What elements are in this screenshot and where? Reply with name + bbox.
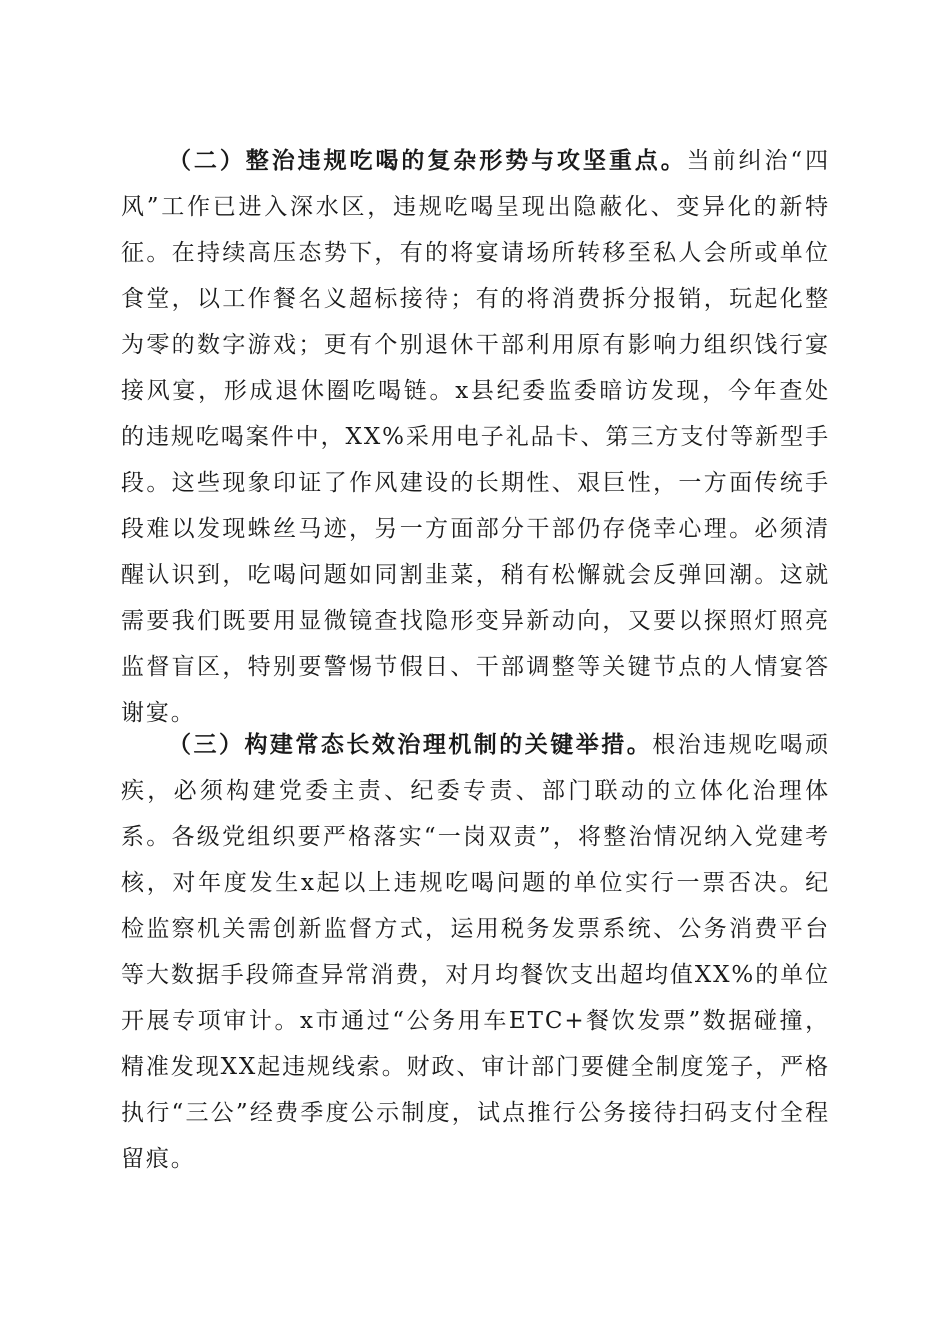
paragraph-body: 当前纠治“四风”工作已进入深水区，违规吃喝呈现出隐蔽化、变异化的新特征。在持续高压态势下，有的将宴请场所转移至私人会所或单位食堂，以工作餐名义超标接待；有的将消费拆分报销，玩起化整为零的数字游戏；更有个别退休干部利用原有影响力组织饯行宴接风宴，形成退休圈吃喝链。x县纪委监委暗访发现，今年查处的违规吃喝案件中，XX%采用电子礼品卡、第三方支付等新型手段。这些现象印证了作风建设的长期性、艰巨性，一方面传统手段难以发现蛛丝马迹，另一方面部分干部仍存侥幸心理。必须清醒认识到，吃喝问题如同割韭菜，稍有松懈就会反弹回潮。这就需要我们既要用显微镜查找隐形变异新动向，又要以探照灯照亮监督盲区，特别要警惕节假日、干部调整等关键节点的人情宴答谢宴。 xyxy=(121,148,830,726)
paragraph-body: 根治违规吃喝顽疾，必须构建党委主责、纪委专责、部门联动的立体化治理体系。各级党组织要严格落实“一岗双责”，将整治情况纳入党建考核，对年度发生x起以上违规吃喝问题的单位实行一票否决。纪检监察机关需创新监督方式，运用税务发票系统、公务消费平台等大数据手段筛查异常消费，对月均餐饮支出超均值XX%的单位开展专项审计。x市通过“公务用车ETC+餐饮发票”数据碰撞，精准发现XX起违规线索。财政、审计部门要健全制度笼子，严格执行“三公”经费季度公示制度，试点推行公务接待扫码支付全程留痕。 xyxy=(121,732,830,1172)
paragraph-section-2 xyxy=(121,138,830,736)
paragraph-heading: （三）构建常态长效治理机制的关键举措。 xyxy=(168,731,653,758)
paragraph-section-3 xyxy=(121,722,830,1182)
paragraph xyxy=(121,138,830,736)
paragraph xyxy=(121,722,830,1182)
paragraph-heading: （二）整治违规吃喝的复杂形势与攻坚重点。 xyxy=(168,147,687,174)
